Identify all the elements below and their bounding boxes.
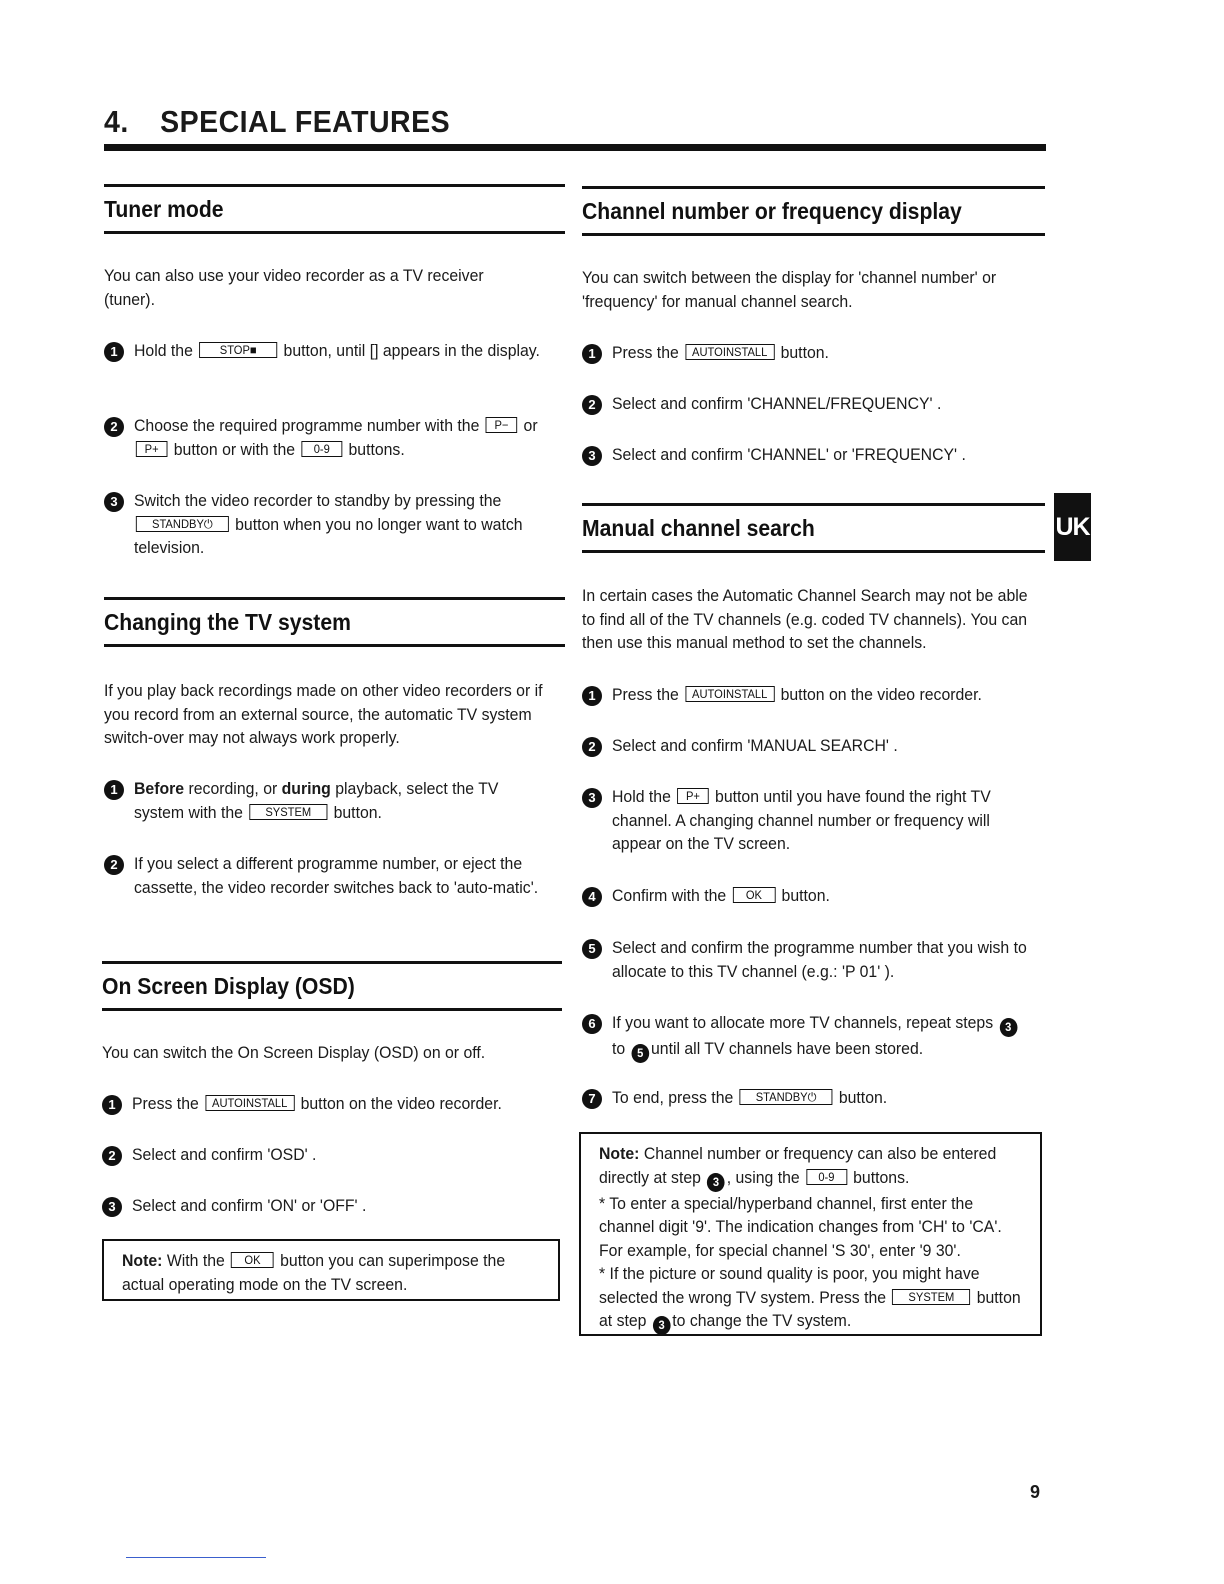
step-number: 3 xyxy=(582,788,602,808)
autoinstall-key-icon: AUTOINSTALL xyxy=(205,1095,294,1111)
channel-display-header xyxy=(582,186,1045,236)
chapter-number: 4. xyxy=(104,104,129,139)
step-text: Hold the P+ button until you have found the right TV channel. A changing channel number or frequency will appear on the TV screen. xyxy=(612,787,991,853)
step-text: Press the AUTOINSTALL button on the video recorder. xyxy=(612,685,982,704)
step-number: 2 xyxy=(104,417,124,437)
step-number: 2 xyxy=(582,395,602,415)
step-text: Press the AUTOINSTALL button. xyxy=(612,343,829,362)
note-box xyxy=(102,1239,560,1301)
step-number: 2 xyxy=(102,1146,122,1166)
section-intro: You can also use your video recorder as a TV receiver (tuner). xyxy=(104,266,484,309)
step-text: Select and confirm 'MANUAL SEARCH' . xyxy=(612,736,898,755)
section-intro: You can switch the On Screen Display (OSD) on or off. xyxy=(102,1043,486,1062)
step-text: Select and confirm 'OSD' . xyxy=(132,1145,317,1164)
step-number: 2 xyxy=(582,737,602,757)
footer-line xyxy=(126,1557,266,1558)
chapter-name: SPECIAL FEATURES xyxy=(160,104,451,139)
step-text: Switch the video recorder to standby by pressing the STANDBY⏻ button when you no longer want to watch television. xyxy=(134,491,523,557)
step-number: 5 xyxy=(582,939,602,959)
section-heading: Manual channel search xyxy=(582,515,815,541)
step-text: Hold the STOP■ button, until [] appears in the display. xyxy=(134,341,540,360)
step-text: Confirm with the OK button. xyxy=(612,886,830,905)
tuner-mode-section xyxy=(104,184,565,564)
autoinstall-key-icon: AUTOINSTALL xyxy=(685,686,774,702)
standby-key-icon: STANDBY⏻ xyxy=(136,516,229,532)
section-intro: You can switch between the display for 'channel number' or 'frequency' for manual channel search. xyxy=(582,268,997,311)
autoinstall-key-icon: AUTOINSTALL xyxy=(685,344,774,360)
p-plus-key-icon: P+ xyxy=(136,441,168,457)
step-ref-icon: 5 xyxy=(631,1044,649,1063)
step-text: Select and confirm 'ON' or 'OFF' . xyxy=(132,1196,367,1215)
section-intro: If you play back recordings made on other video recorders or if you record from an external source, the automatic TV system switch-over may not always work properly. xyxy=(104,681,543,747)
manual-search-section xyxy=(582,503,1045,1338)
step-text: To end, press the STANDBY⏻ button. xyxy=(612,1088,888,1107)
step-text: Select and confirm 'CHANNEL/FREQUENCY' . xyxy=(612,394,942,413)
step-ref-icon: 3 xyxy=(999,1018,1017,1037)
stop-key-icon: STOP■ xyxy=(199,342,277,358)
p-plus-key-icon: P+ xyxy=(677,788,709,804)
step-number: 3 xyxy=(102,1197,122,1217)
step-number: 1 xyxy=(582,344,602,364)
note-text: Note: With the OK button you can superimpose the actual operating mode on the TV screen. xyxy=(122,1251,506,1294)
osd-section xyxy=(102,961,562,1306)
step-number: 3 xyxy=(582,446,602,466)
step-text: Press the AUTOINSTALL button on the video recorder. xyxy=(132,1094,502,1113)
step-number: 2 xyxy=(104,855,124,875)
step-ref-icon: 3 xyxy=(707,1173,725,1192)
step-number: 6 xyxy=(582,1014,602,1034)
standby-key-icon: STANDBY⏻ xyxy=(740,1089,833,1105)
display-symbol: [] xyxy=(369,341,379,360)
step-number: 1 xyxy=(104,342,124,362)
chapter-rule xyxy=(104,144,1046,151)
step-number: 1 xyxy=(582,686,602,706)
tuner-mode-header xyxy=(104,184,565,234)
step-text: Choose the required programme number with the P− or P+ button or with the 0-9 buttons. xyxy=(134,416,538,459)
section-intro: In certain cases the Automatic Channel Search may not be able to find all of the TV channels (e.g. coded TV channels). You can then use this manual method to set the channels. xyxy=(582,586,1028,652)
ok-key-icon: OK xyxy=(732,887,775,903)
system-key-icon: SYSTEM xyxy=(249,804,327,820)
page-number: 9 xyxy=(1030,1482,1041,1502)
step-text: If you want to allocate more TV channels, repeat steps 3to 5 until all TV channels have been stored. xyxy=(612,1011,1026,1063)
digit-keys-icon: 0-9 xyxy=(301,441,342,457)
note-box xyxy=(579,1132,1042,1336)
note-text: Note: Channel number or frequency can also be entered directly at step 3 , using the 0-9 buttons. * To enter a special/hyperband channel, first enter the channel digit '9'. The indication changes from 'CH' to 'CA'. For example, for special channel 'S 30', enter '9 30'. * If the picture or sound quality is poor, you might have selected the wrong TV system. Press the SYSTEM button at step 3 to change the TV system. xyxy=(599,1142,1022,1335)
channel-display-section xyxy=(582,186,1045,476)
step-text: Select and confirm the programme number that you wish to allocate to this TV channel (e.g.: 'P 01' ). xyxy=(612,938,1027,981)
step-text: Select and confirm 'CHANNEL' or 'FREQUENCY' . xyxy=(612,445,966,464)
manual-search-header xyxy=(582,503,1045,553)
step-number: 1 xyxy=(104,780,124,800)
step-number: 1 xyxy=(102,1095,122,1115)
section-heading: Tuner mode xyxy=(104,196,224,222)
p-minus-key-icon: P− xyxy=(486,417,518,433)
section-heading: Changing the TV system xyxy=(104,609,351,635)
ok-key-icon: OK xyxy=(231,1252,274,1268)
digit-keys-icon: 0-9 xyxy=(806,1169,847,1185)
chapter-title xyxy=(104,104,450,140)
step-number: 4 xyxy=(582,887,602,907)
tv-system-section xyxy=(104,597,565,927)
section-heading: Channel number or frequency display xyxy=(582,198,962,224)
section-heading: On Screen Display (OSD) xyxy=(102,973,355,999)
step-number: 7 xyxy=(582,1089,602,1109)
step-ref-icon: 3 xyxy=(653,1316,671,1335)
step-number: 3 xyxy=(104,492,124,512)
language-tab: UK xyxy=(1054,493,1091,561)
osd-header xyxy=(102,961,562,1011)
step-text: Before recording, or during playback, select the TV system with the SYSTEM button. xyxy=(134,779,499,822)
tv-system-header xyxy=(104,597,565,647)
step-text: If you select a different programme number, or eject the cassette, the video recorder switches back to 'auto-matic'. xyxy=(134,854,539,897)
system-key-icon: SYSTEM xyxy=(892,1289,970,1305)
